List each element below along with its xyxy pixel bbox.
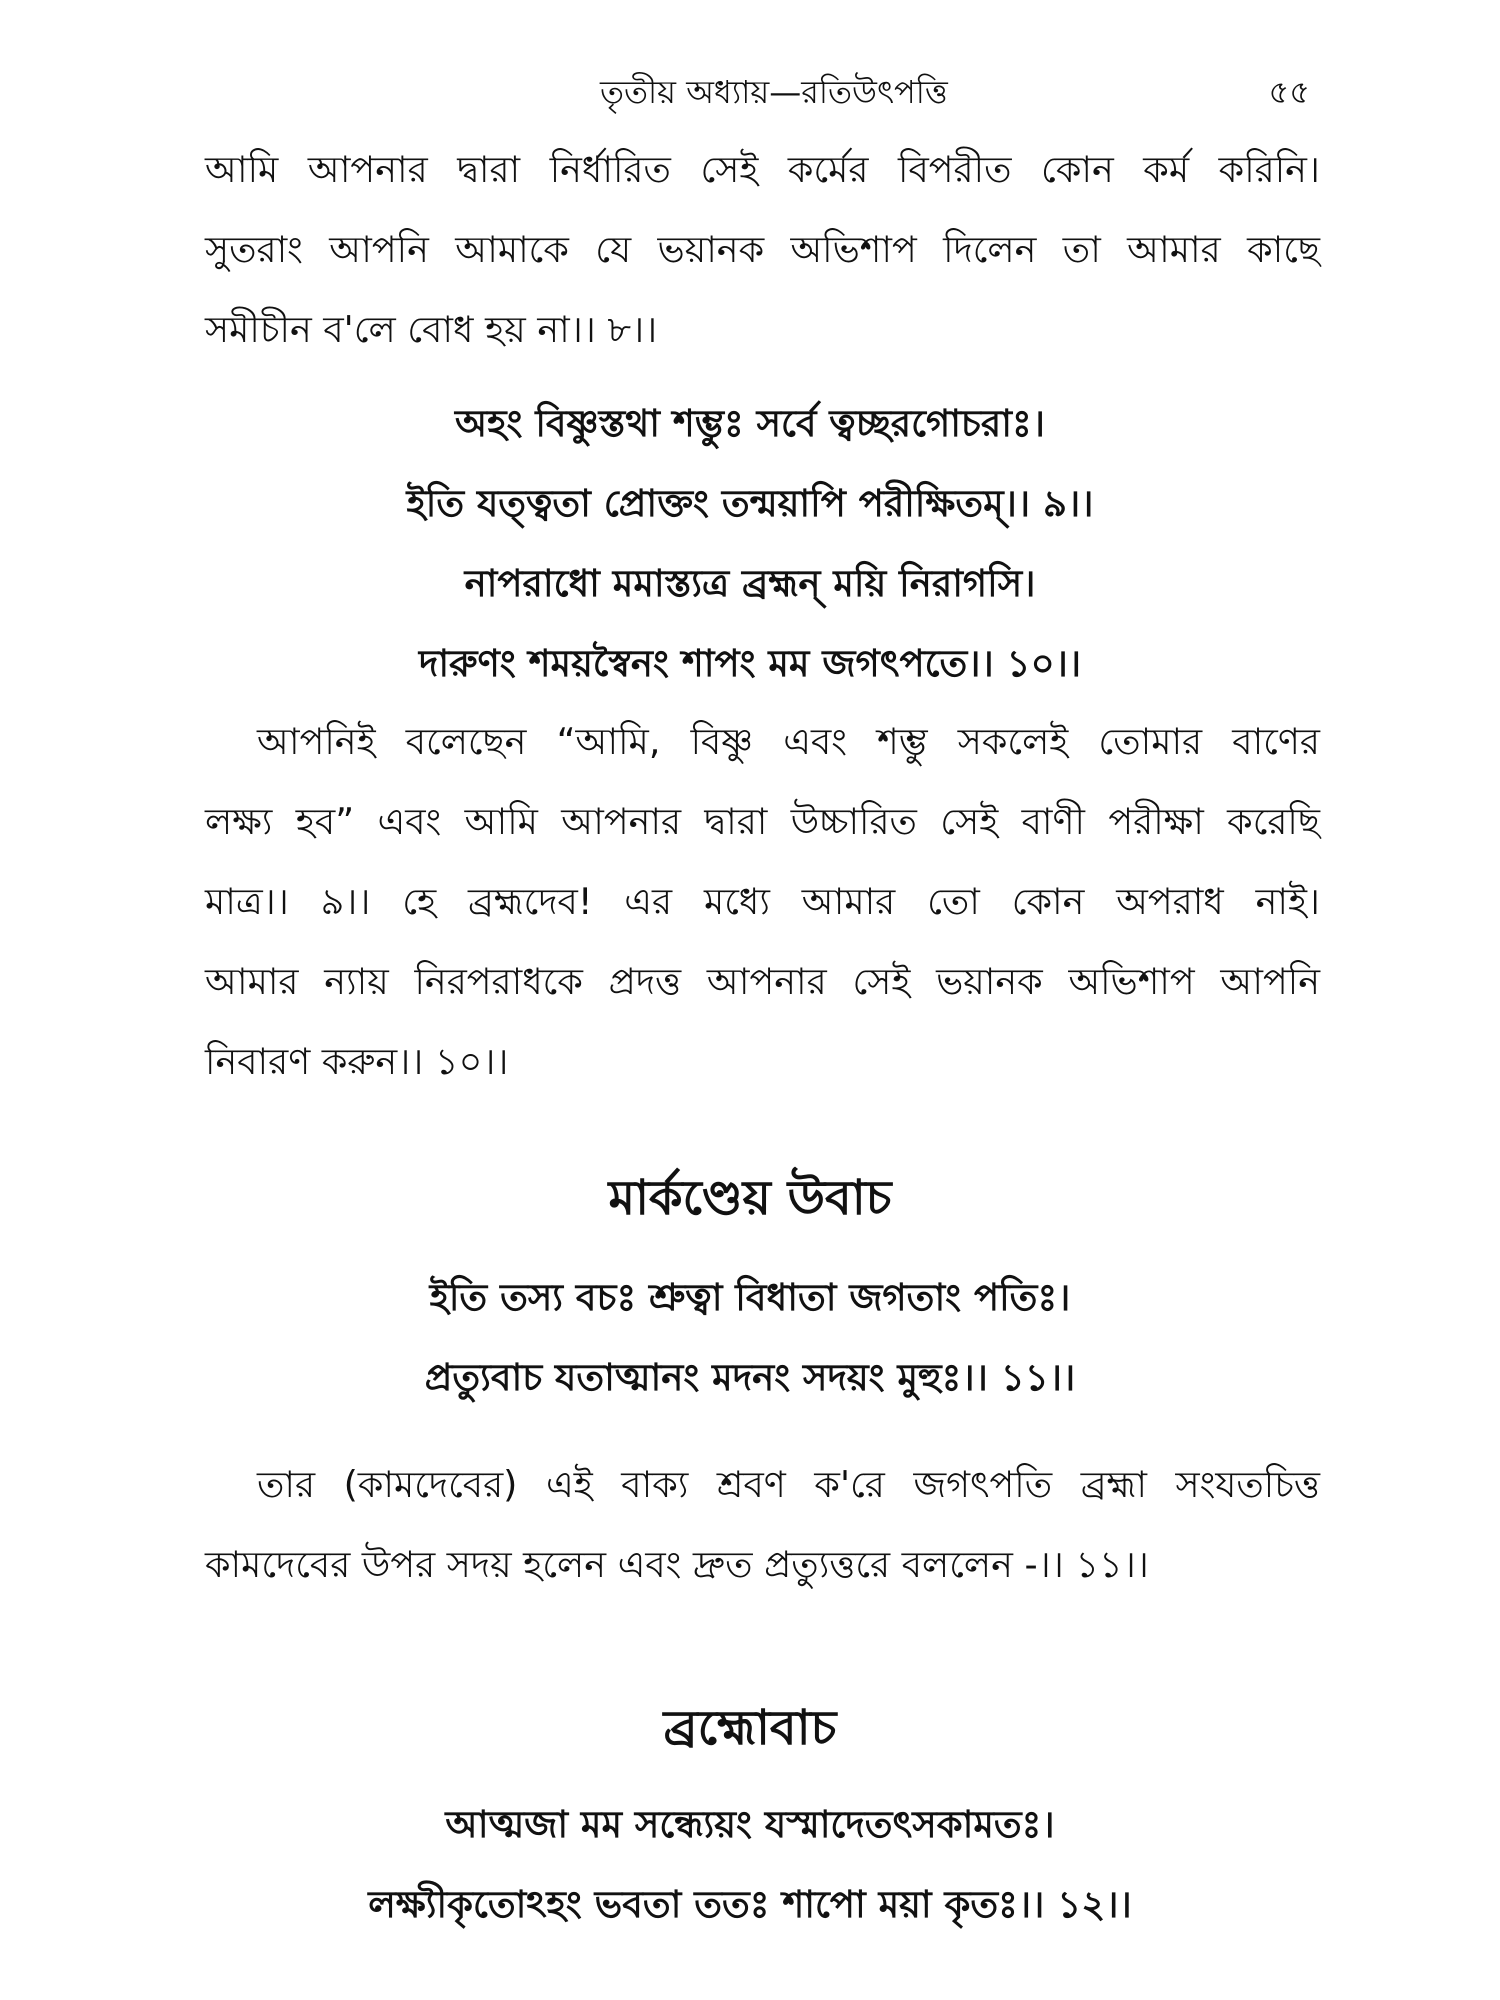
prose-line: আমার ন্যায় নিরপরাধকে প্রদত্ত আপনার সেই ভয়ানক অভিশাপ আপনি <box>205 960 1320 1003</box>
prose-paragraph-2 <box>205 702 1320 1102</box>
section-heading-markandeya: মার্কণ্ডেয় উবাচ <box>608 1170 892 1226</box>
prose-line: আপনিই বলেছেন “আমি, বিষ্ণু এবং শম্ভু সকলেই তোমার বাণের <box>257 720 1320 763</box>
prose-paragraph-1 <box>205 130 1320 370</box>
prose-line: কামদেবের উপর সদয় হলেন এবং দ্রুত প্রত্যুত্তরে বললেন -।। ১১।। <box>205 1543 1149 1586</box>
verse-line: লক্ষ্যীকৃতোঽহং ভবতা ততঃ শাপো ময়া কৃতঃ।। ১২।। <box>368 1883 1132 1926</box>
page-header <box>210 70 1320 120</box>
prose-line: মাত্র।। ৯।। হে ব্রহ্মদেব! এর মধ্যে আমার তো কোন অপরাধ নাই। <box>205 880 1320 923</box>
verse-line: নাপরাধো মমাস্ত্যত্র ব্রহ্মন্ ময়ি নিরাগসি। <box>464 562 1036 605</box>
prose-paragraph-3 <box>205 1445 1320 1605</box>
page-number: ৫৫ <box>1268 73 1310 111</box>
verse-line: ইতি যত্ত্বতা প্রোক্তং তন্ময়াপি পরীক্ষিতম্।। ৯।। <box>406 482 1094 525</box>
prose-line: নিবারণ করুন।। ১০।। <box>205 1040 509 1083</box>
sanskrit-verse-2 <box>150 1258 1350 1418</box>
prose-line: লক্ষ্য হব” এবং আমি আপনার দ্বারা উচ্চারিত সেই বাণী পরীক্ষা করেছি <box>205 800 1320 843</box>
prose-line: সুতরাং আপনি আমাকে যে ভয়ানক অভিশাপ দিলেন তা আমার কাছে <box>205 228 1320 271</box>
verse-line: অহং বিষ্ণুস্তথা শম্ভুঃ সর্বে ত্বচ্ছরগোচরাঃ। <box>455 402 1045 445</box>
verse-line: আত্মজা মম সন্ধ্যেয়ং যস্মাদেতৎসকামতঃ। <box>445 1803 1055 1846</box>
verse-line: দারুণং শময়স্বৈনং শাপং মম জগৎপতে।। ১০।। <box>418 642 1082 685</box>
prose-line: তার (কামদেবের) এই বাক্য শ্রবণ ক'রে জগৎপতি ব্রহ্মা সংযতচিত্ত <box>257 1463 1320 1506</box>
prose-line: সমীচীন ব'লে বোধ হয় না।। ৮।। <box>205 308 658 351</box>
section-heading-brahma: ব্রহ্মোবাচ <box>663 1700 837 1756</box>
running-title: তৃতীয় অধ্যায়—রতিউৎপত্তি <box>600 73 948 111</box>
verse-line: প্রত্যুবাচ যতাত্মানং মদনং সদয়ং মুহুঃ।। ১১।। <box>424 1356 1076 1399</box>
verse-line: ইতি তস্য বচঃ শ্রুত্বা বিধাতা জগতাং পতিঃ। <box>429 1276 1071 1319</box>
sanskrit-verse-1 <box>150 384 1350 704</box>
prose-line: আমি আপনার দ্বারা নির্ধারিত সেই কর্মের বিপরীত কোন কর্ম করিনি। <box>205 148 1320 191</box>
sanskrit-verse-3 <box>150 1785 1350 1945</box>
